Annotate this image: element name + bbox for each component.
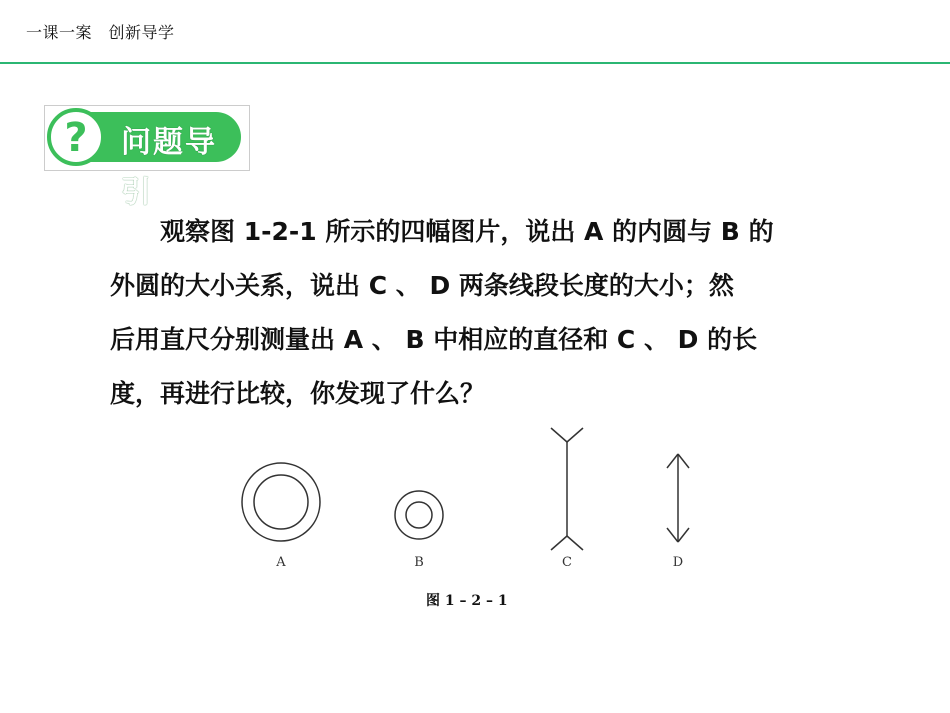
question-paragraph: [110, 205, 830, 421]
header-title: 一课一案 创新导学: [26, 23, 175, 42]
figure-label-b: B: [414, 555, 424, 570]
figure-c-line-with-fins: [551, 428, 583, 550]
illusion-figure: [225, 420, 725, 580]
figure-a-concentric-circles: [242, 463, 320, 541]
figure-a-inner-circle: [254, 475, 308, 529]
figure-d-line-with-arrows: [667, 454, 689, 542]
badge-label: 问题导引: [121, 125, 217, 210]
question-mark-icon: [47, 108, 105, 166]
paragraph-line-1: 观察图 1-2-1 所示的四幅图片，说出 A 的内圆与 B 的: [160, 217, 774, 246]
figure-label-c: C: [562, 555, 572, 570]
badge-symbol: ?: [64, 115, 88, 161]
figure-label-d: D: [672, 555, 684, 570]
paragraph-line-3: 后用直尺分别测量出 A 、 B 中相应的直径和 C 、 D 的长: [110, 325, 758, 354]
figure-b-concentric-circles: [395, 491, 443, 539]
figure-b-inner-circle: [406, 502, 432, 528]
figure-b-outer-circle: [395, 491, 443, 539]
figure-caption: 图 1 – 2 – 1: [426, 593, 508, 609]
header: [0, 0, 950, 64]
paragraph-line-4: 度，再进行比较，你发现了什么？: [110, 379, 486, 408]
paragraph-line-2: 外圆的大小关系，说出 C 、 D 两条线段长度的大小；然: [110, 271, 734, 300]
figure-label-a: A: [276, 555, 286, 570]
question-guide-badge: [44, 105, 250, 210]
